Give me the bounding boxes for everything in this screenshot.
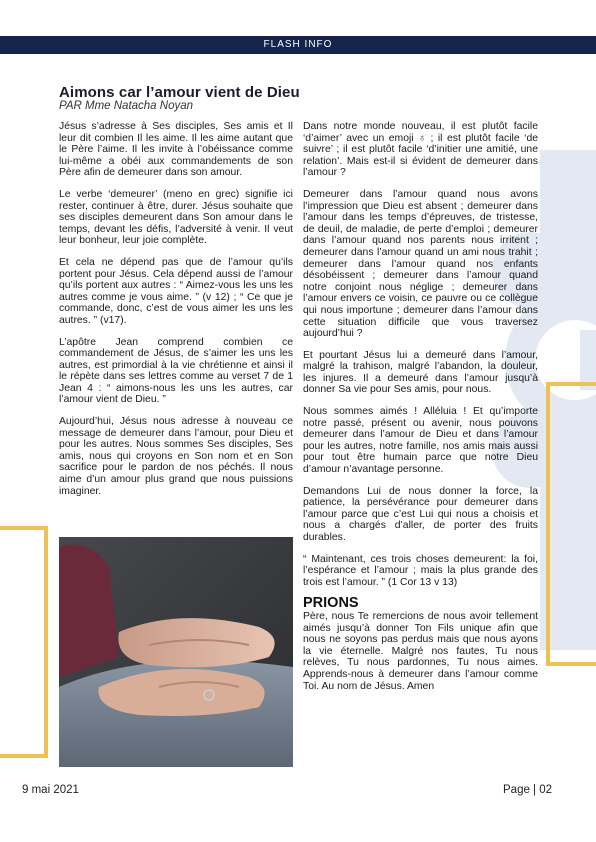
footer-page-number: Page | 02: [503, 784, 553, 796]
article-author: PAR Mme Natacha Noyan: [59, 100, 194, 112]
footer-date: 9 mai 2021: [22, 784, 79, 796]
article-title: Aimons car l’amour vient de Dieu: [59, 84, 300, 101]
banner-label: FLASH INFO: [263, 39, 333, 50]
paragraph: L’apôtre Jean comprend combien ce commandement de Jésus, de s’aimer les uns les autres, est primordial à la vie chrétienne et ainsi il le répète dans ses lettres comme au verset 7 de 1 Jean 4 : “ aimons-nous les uns les autres, car l’amour vient de Dieu. ”: [59, 336, 293, 406]
paragraph: Jésus s’adresse à Ses disciples, Ses amis et Il leur dit combien Il les aime. Il les aime autant que le Père l’aime. Il les invite à l’obéissance comme lui-même a obéi aux commandements de son Père afin de demeurer dans son amour.: [59, 121, 293, 179]
paragraph: Et cela ne dépend pas que de l’amour qu’ils portent pour Jésus. Cela dépend aussi de l’amour qu’ils portent aux autres : “ Aimez-vous les uns les autres comme je vous aime. ” (v 12) ; “ Ce que je commande, donc, c’est de vous aimer les uns les autres. ” (v17).: [59, 256, 293, 326]
paragraph: “ Maintenant, ces trois choses demeurent: la foi, l’espérance et l’amour ; mais la plus grande des trois est l’amour. ” (1 Cor 13 v 13): [303, 553, 538, 588]
paragraph: Et pourtant Jésus lui a demeuré dans l’amour, malgré la trahison, malgré l’abandon, la douleur, les injures. Il a demeuré dans l’amour jusqu’à donner Sa vie pour Ses amis, pour nous.: [303, 349, 538, 396]
hands-photo-image: [59, 537, 293, 767]
prayer-text: Père, nous Te remercions de nous avoir tellement aimés jusqu’à donner Ton Fils unique afin que nous ne soyons pas perdus mais que nous ayons la vie éternelle. Malgré nos fautes, Tu nous relèves, Tu nous pardonnes, Tu nous aimes. Apprends-nous à demeurer dans l’amour comme Toi. Au nom de Jésus. Amen: [303, 610, 538, 692]
paragraph: Nous sommes aimés ! Alléluia ! Et qu’importe notre passé, présent ou avenir, nous pouvons demeurer dans l’amour de Dieu et dans l’amour pour les autres, notre famille, nos amis mais aussi pour tout être humain parce que notre Dieu d’amour n’avantage personne.: [303, 406, 538, 476]
gold-bracket-right: [546, 382, 596, 666]
gold-bracket-left: [0, 526, 48, 758]
prions-heading: PRIONS: [303, 595, 359, 612]
paragraph: Demandons Lui de nous donner la force, la patience, la persévérance pour demeurer dans l’amour parce que c’est Lui qui nous a choisis et nous a chargés d’aller, de porter des fruits durables.: [303, 485, 538, 543]
paragraph: Demeurer dans l’amour quand nous avons l’impression que Dieu est absent ; demeurer dans l’amour dans les temps d’épreuves, de tristesse, de deuil, de maladie, de perte d’emploi ; demeurer dans l’amour quand nos parents nous irritent ; demeurer dans l’amour quand un ami nous trahit ; demeurer dans l’amour quand nos enfants désobéissent ; demeurer dans l’amour quand notre conjoint nous néglige ; demeurer dans l’amour envers ce voisin, ce pauvre ou ce collègue qui nous importune ; demeurer dans l’amour dans cette situation difficile que vous traversez aujourd’hui ?: [303, 188, 538, 340]
article-column-right: [303, 121, 538, 692]
flash-info-banner: [0, 36, 596, 54]
hands-photo: [59, 537, 293, 767]
paragraph: Dans notre monde nouveau, il est plutôt facile ‘d’aimer’ avec un emoji ♁ ; il est plutôt facile ‘de suivre’ ; il est plutôt facile ‘d’initier une amitié, une relation’. Mais est-il si évident de demeurer dans l’amour ?: [303, 121, 538, 179]
paragraph: Aujourd’hui, Jésus nous adresse à nouveau ce message de demeurer dans l’amour, pour Dieu et pour les autres. Nous sommes Ses disciples, Ses amis, nous qui croyons en Son nom et en Son sacrifice pour le pardon de nos péchés. Il nous aime d’un amour plus grand que nous puissions imaginer.: [59, 416, 293, 497]
article-column-left: [59, 121, 293, 507]
paragraph: Le verbe ‘demeurer’ (meno en grec) signifie ici rester, continuer à être, durer. Jésus souhaite que ses disciples demeurent dans Son amour dans le temps, devant les défis, l’adversité à venir. Il veut leur bonheur, leur joie complète.: [59, 188, 293, 247]
